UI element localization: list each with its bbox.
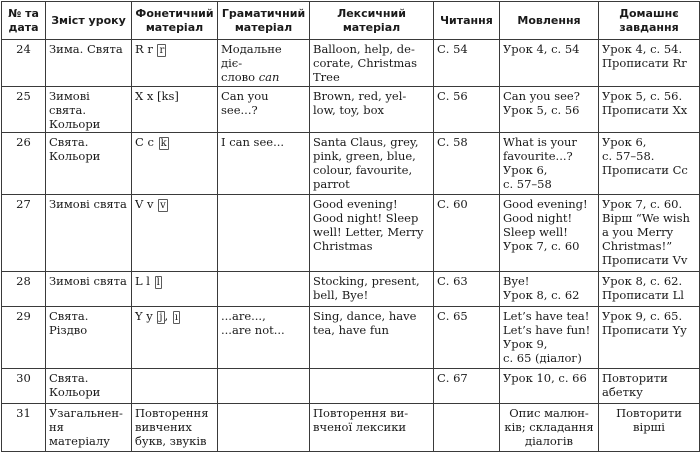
- lexical-cell: [310, 369, 434, 404]
- grammar-cell: Can you see...?: [218, 87, 310, 133]
- grammar-cell: I can see...: [218, 133, 310, 195]
- lesson-number: 25: [2, 87, 46, 133]
- speaking-cell: Bye! Урок 8, с. 62: [500, 272, 599, 307]
- lesson-content: Зимові свята. Кольори: [46, 87, 132, 133]
- lesson-number: 26: [2, 133, 46, 195]
- header-number-date: № та дата: [2, 2, 46, 40]
- phonetic-letters: C c: [135, 135, 154, 149]
- reading-cell: С. 65: [434, 307, 500, 369]
- lexical-cell: Good evening! Good night! Sleep well! Letter, Merry Christmas: [310, 195, 434, 272]
- phonetic-cell: Y y j , ı: [132, 307, 218, 369]
- homework-cell: Урок 5, с. 56. Прописати Xx: [599, 87, 700, 133]
- phonetic-cell: [132, 133, 218, 195]
- homework-cell: Урок 4, с. 54. Прописати Rr: [599, 40, 700, 87]
- speaking-cell: Let’s have tea! Let’s have fun! Урок 9, с. 65 (діалог): [500, 307, 599, 369]
- reading-cell: С. 56: [434, 87, 500, 133]
- lesson-content: Зимові свята: [46, 195, 132, 272]
- phonetic-letters: R r: [135, 42, 153, 56]
- grammar-cell: ...are..., ...are not...: [218, 307, 310, 369]
- phonetic-letters: V v: [135, 197, 154, 211]
- table-row: [2, 369, 700, 404]
- table-row: [2, 87, 700, 133]
- homework-cell: Повторити абетку: [599, 369, 700, 404]
- lesson-content: Узагальнен- ня матеріалу: [46, 404, 132, 452]
- lesson-number: 24: [2, 40, 46, 87]
- lexical-cell: Stocking, present, bell, Bye!: [310, 272, 434, 307]
- phonetic-sound-alt: ı: [174, 312, 179, 323]
- homework-cell: Урок 8, с. 62. Прописати Ll: [599, 272, 700, 307]
- lesson-number: 29: [2, 307, 46, 369]
- phonetic-cell: [132, 40, 218, 87]
- phonetic-letters: L l: [135, 274, 150, 288]
- speaking-cell: Can you see? Урок 5, с. 56: [500, 87, 599, 133]
- lesson-number: 27: [2, 195, 46, 272]
- reading-cell: С. 60: [434, 195, 500, 272]
- phonetic-cell: [132, 272, 218, 307]
- phonetic-sound: k: [160, 138, 167, 149]
- speaking-cell: What is your favourite...? Урок 6, с. 57–58: [500, 133, 599, 195]
- phonetic-sound: j: [159, 312, 163, 323]
- grammar-cell: [218, 40, 310, 87]
- grammar-cell: [218, 195, 310, 272]
- lexical-cell: Balloon, help, de- corate, Christmas Tree: [310, 40, 434, 87]
- reading-cell: С. 58: [434, 133, 500, 195]
- table-row: [2, 307, 700, 369]
- header-lesson-content: Зміст уроку: [46, 2, 132, 40]
- lesson-number: 31: [2, 404, 46, 452]
- grammar-cell: [218, 404, 310, 452]
- lexical-cell: Повторення ви- вченої лексики: [310, 404, 434, 452]
- phonetic-letters: Y y: [135, 309, 153, 323]
- lexical-cell: Sing, dance, have tea, have fun: [310, 307, 434, 369]
- lexical-cell: Santa Claus, grey, pink, green, blue, colour, favourite, parrot: [310, 133, 434, 195]
- table-row: [2, 404, 700, 452]
- phonetic-cell: Повторення вивчених букв, звуків: [132, 404, 218, 452]
- header-speaking: Мовлення: [500, 2, 599, 40]
- table-row: [2, 272, 700, 307]
- speaking-cell: Урок 4, с. 54: [500, 40, 599, 87]
- phonetic-sound: [ks]: [156, 89, 179, 103]
- table-row: [2, 195, 700, 272]
- homework-cell: Урок 9, с. 65. Прописати Yy: [599, 307, 700, 369]
- grammar-cell: [218, 272, 310, 307]
- lesson-content: Зимові свята: [46, 272, 132, 307]
- lesson-content: Свята. Кольори: [46, 369, 132, 404]
- grammar-emphasis: can: [258, 70, 280, 84]
- lesson-content: Зима. Свята: [46, 40, 132, 87]
- reading-cell: С. 54: [434, 40, 500, 87]
- phonetic-sound: l: [156, 277, 160, 288]
- table-row: [2, 40, 700, 87]
- homework-cell: Урок 6, с. 57–58. Прописати Cc: [599, 133, 700, 195]
- lesson-content: Свята. Різдво: [46, 307, 132, 369]
- phonetic-cell: [132, 195, 218, 272]
- phonetic-sound: r: [159, 45, 165, 56]
- lesson-number: 30: [2, 369, 46, 404]
- lexical-cell: Brown, red, yel- low, toy, box: [310, 87, 434, 133]
- phonetic-letters: X x: [135, 89, 154, 103]
- homework-cell: Урок 7, с. 60. Вірш “We wish a you Merry Christmas!” Прописати Vv: [599, 195, 700, 272]
- header-reading: Читання: [434, 2, 500, 40]
- reading-cell: С. 67: [434, 369, 500, 404]
- header-phonetic: Фонетичний матеріал: [132, 2, 218, 40]
- phonetic-cell: [132, 87, 218, 133]
- grammar-text: Модальне діє- слово: [221, 42, 282, 84]
- lesson-plan-table: [1, 1, 700, 452]
- lesson-content: Свята. Кольори: [46, 133, 132, 195]
- reading-cell: [434, 404, 500, 452]
- header-homework: Домашнє завдання: [599, 2, 700, 40]
- speaking-cell: Good evening! Good night! Sleep well! Урок 7, с. 60: [500, 195, 599, 272]
- header-row: [2, 2, 700, 40]
- header-grammar: Граматичний матеріал: [218, 2, 310, 40]
- homework-cell: Повторити вірші: [599, 404, 700, 452]
- header-lexical: Лексичний матеріал: [310, 2, 434, 40]
- phonetic-cell: [132, 369, 218, 404]
- grammar-cell: [218, 369, 310, 404]
- speaking-cell: Урок 10, с. 66: [500, 369, 599, 404]
- lesson-number: 28: [2, 272, 46, 307]
- table-row: [2, 133, 700, 195]
- reading-cell: С. 63: [434, 272, 500, 307]
- phonetic-sound: v: [160, 200, 166, 211]
- speaking-cell: Опис малюн- ків; складання діалогів: [500, 404, 599, 452]
